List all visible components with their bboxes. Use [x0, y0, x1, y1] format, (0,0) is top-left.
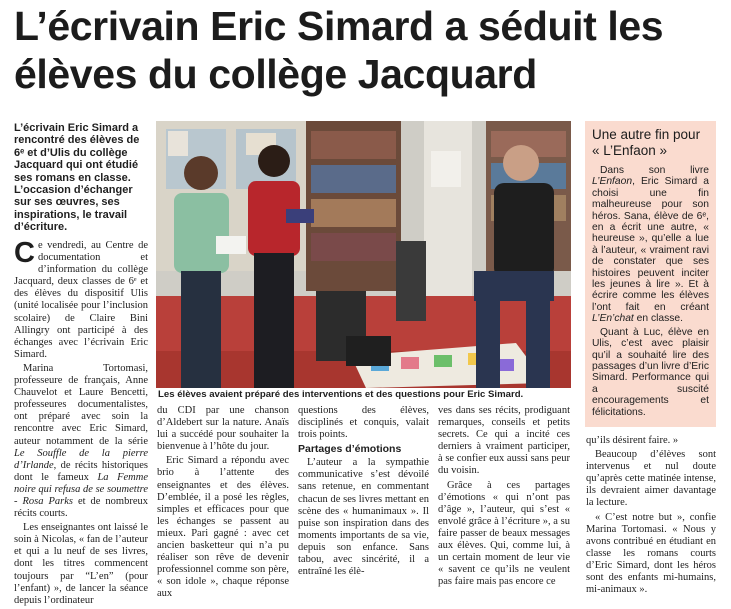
subheading: Partages d’émotions	[298, 443, 402, 456]
article-column-3	[298, 405, 429, 580]
drop-cap: C	[14, 237, 35, 269]
paragraph: ves dans ses récits, prodiguant remarques, conseils et petits secrets. Ce qui a incité ces derniers à vraiment participer, à se confier eux aussi sans peur du voisin.	[438, 405, 570, 477]
photo-illustration	[156, 121, 571, 388]
paragraph: Ce vendredi, au Centre de documentation et d’information du collège Jacquard, deux classes de 6ᵉ et des élèves du dispositif Ulis (unité localisée pour l’inclusion scolaire) de Claire Bini Allingry ont participé à des échanges avec l’écrivain Eric Simard.	[14, 237, 148, 360]
article-column-4	[438, 405, 570, 590]
photo-caption: Les élèves avaient préparé des interventions et des questions pour Eric Simard.	[158, 389, 524, 400]
chapo-intro: L’écrivain Eric Simard a rencontré des élèves de 6ᵉ et d’Ulis du collège Jacquard qui ont étudié ses romans en classe. L’occasion d’échanger sur ses œuvres, ses inspirations, le travail d’écriture.	[14, 122, 140, 234]
paragraph: Beaucoup d’élèves sont intervenus et nul doute qu’après cette matinée intense, ils devraient aimer davantage la lecture.	[586, 449, 716, 509]
paragraph: qu’ils désirent faire. »	[586, 435, 679, 446]
article-column-5	[586, 435, 716, 598]
article-column-1	[14, 237, 148, 609]
headline: L’écrivain Eric Simard a séduit les élèves du collège Jacquard	[14, 3, 664, 97]
book-title: La Femme noire qui refusa de se soumettre - Rosa Parks	[14, 471, 148, 507]
paragraph: L’auteur a la sympathie communicative s’est dévoilé sans retenue, en commentant chacun de ses livres mettant en scène des « humanimaux ». Il puise son inspiration dans des moments importants de sa vie, depuis son enfance. Sans tabou, avec sincérité, il a entraîné les élè-	[298, 457, 429, 578]
paragraph: Eric Simard a répondu avec brio à l’attente des enseignantes et des élèves. D’emblée, il a posé les règles, simples et efficaces pour que les échanges se passent au mieux. Pari gagné : avec cet ancien basketteur qui n’a pu réaliser son rêve de devenir professionnel comme son père, « son idole », chaque réponse aux	[157, 455, 289, 600]
article-photo	[156, 121, 571, 388]
sidebar-paragraph: Quant à Luc, élève en Ulis, c’est avec plaisir qu’il a souhaité lire des passages d’un livre d’Eric Simard. Performance qui a suscité encouragements et félicitations.	[592, 326, 709, 418]
sidebar-paragraph: Dans son livre L’Enfaon, Eric Simard a choisi une fin malheureuse pour son héros. Sana, élève de 6ᵉ, en a écrit une autre, « heureuse », qu’elle a lue à l’auteur, « vraiment ravi de constater que ses histoires peuvent inciter les jeunes à lire ». Et à écrire comme les élèves l’ont fait en créant L’En’chat en classe.	[592, 165, 709, 325]
paragraph: questions des élèves, disciplinés et conquis, valait trois points.	[298, 405, 429, 441]
article-column-2	[157, 405, 289, 603]
book-title: L’En’chat	[592, 313, 634, 325]
book-title: L’Enfaon	[592, 176, 633, 188]
paragraph: « C’est notre but », confie Marina Tortomasi. « Nous y avons contribué en étudiant en classe les romans courts d’Eric Simard, dont les héros sont des enfants mi-humains, mi-animaux ».	[586, 511, 716, 596]
book-title: Le Souffle de la pierre d’Irlande	[14, 447, 148, 471]
sidebar-box	[585, 121, 716, 427]
paragraph: Marina Tortomasi, professeure de français, Anne Chauvelot et Laure Bencetti, professeures documentalistes, ont préparé avec soin la rencontre avec Eric Simard, auteur notamment de la série Le Souffle de la pierre d’Irlande, de récits historiques dont le fameux La Femme noire qui refusa de se soumettre - Rosa Parks et de nombreux récits courts.	[14, 362, 148, 520]
paragraph: Les enseignantes ont laissé le soin à Nicolas, « fan de l’auteur et qui a lu neuf de ses livres, dont les titres commencent toujours par “L’en” (pour l’enfant) », de lancer la séance depuis l’ordinateur	[14, 522, 148, 606]
paragraph: Grâce à ces partages d’émotions « qui n’ont pas d’âge », l’auteur, qui s’est « envolé grâce à l’écriture », a su faire passer de beaux messages aux élèves. Qui, comme lui, à un certain moment de leur vie « savent ce qu’ils ne veulent pas faire mais pas encore ce	[438, 479, 570, 588]
sidebar-title: Une autre fin pour « L’Enfaon »	[592, 127, 701, 158]
paragraph: du CDI par une chanson d’Aldebert sur la nature. Anaïs lui a succédé pour souhaiter la bienvenue à l’hôte du jour.	[157, 405, 289, 453]
